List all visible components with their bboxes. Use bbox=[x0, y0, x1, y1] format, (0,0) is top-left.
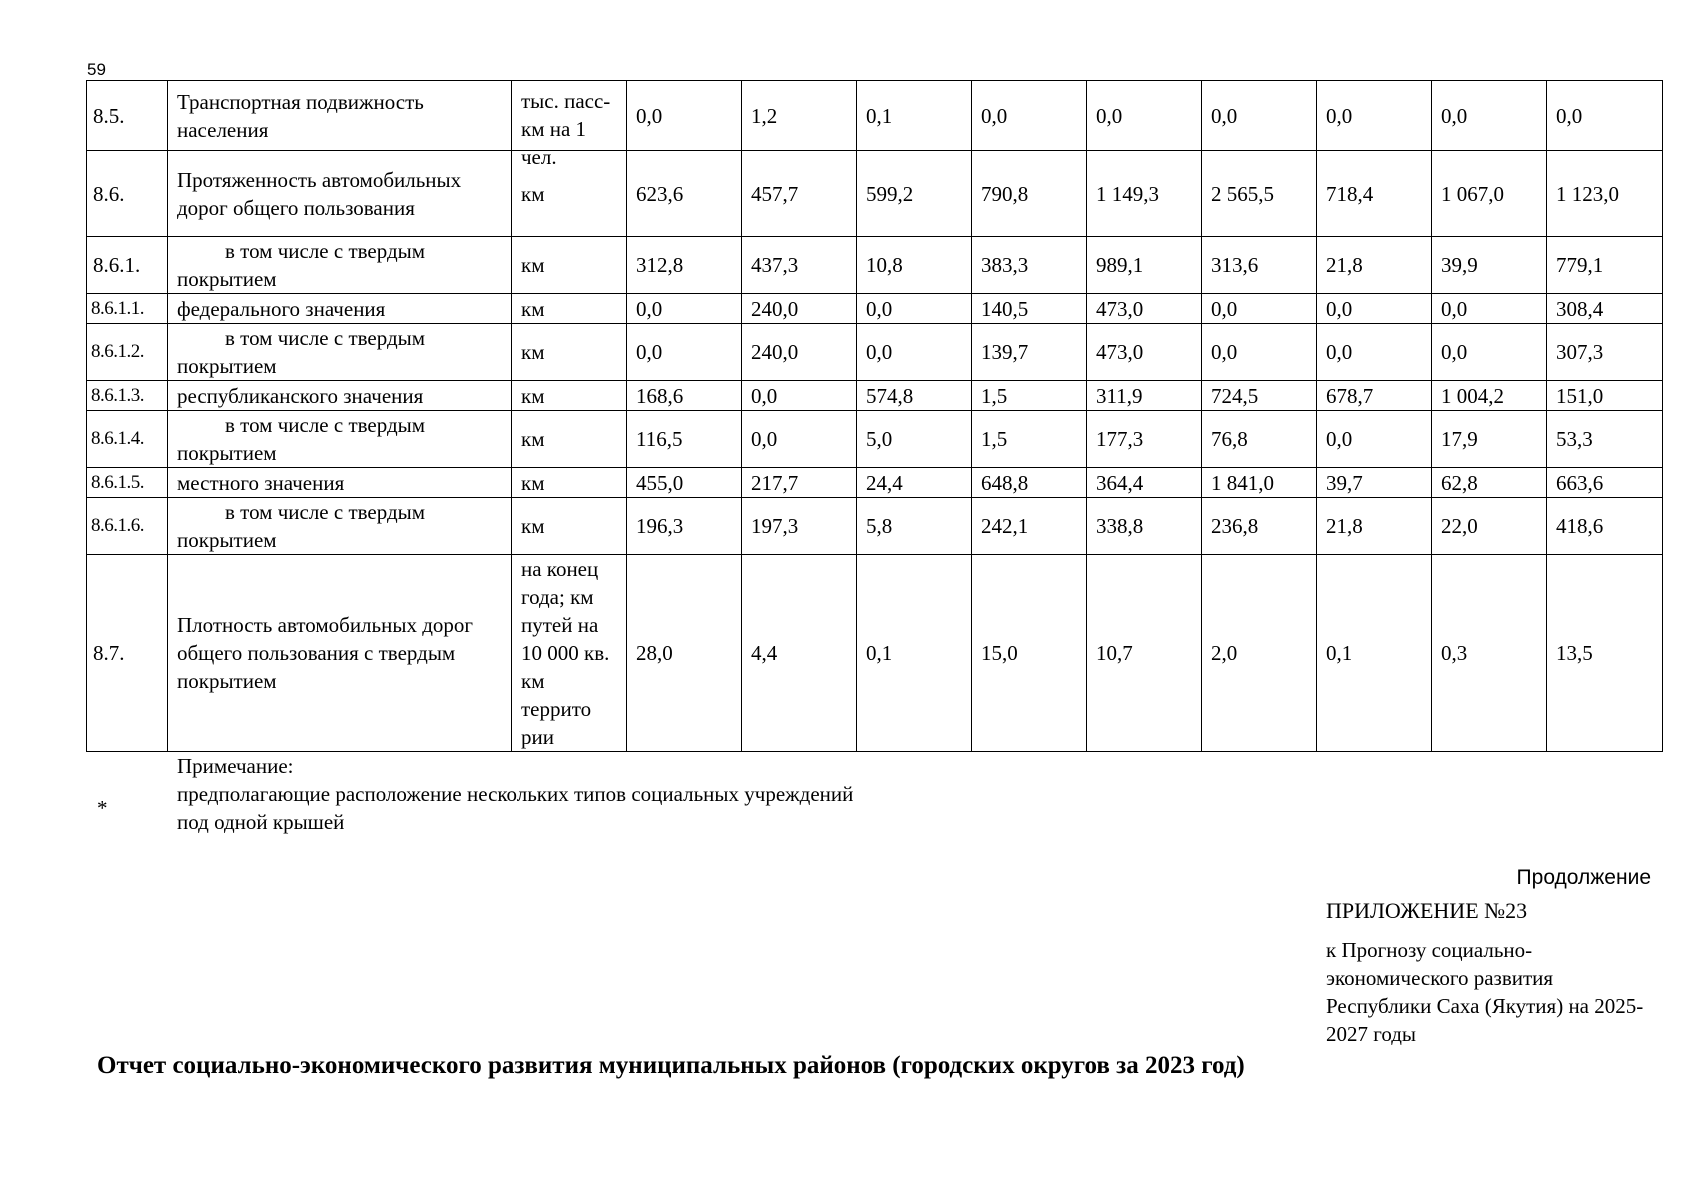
table-row bbox=[87, 381, 1663, 411]
row-value: 177,3 bbox=[1087, 411, 1202, 468]
table-row bbox=[87, 237, 1663, 294]
row-unit: на конец года; км путей на 10 000 кв. км террито рии bbox=[512, 555, 627, 752]
row-value: 437,3 bbox=[742, 237, 857, 294]
row-value: 1 123,0 bbox=[1547, 151, 1663, 237]
row-value: 2 565,5 bbox=[1202, 151, 1317, 237]
row-value: 718,4 bbox=[1317, 151, 1432, 237]
row-value: 0,1 bbox=[857, 81, 972, 151]
row-value: 4,4 bbox=[742, 555, 857, 752]
table-row bbox=[87, 151, 1663, 237]
row-unit bbox=[512, 81, 627, 169]
row-value: 0,0 bbox=[1317, 324, 1432, 381]
note-text: предполагающие расположение нескольких типов социальных учреждений под одной крышей bbox=[177, 782, 854, 834]
row-value: 790,8 bbox=[972, 151, 1087, 237]
row-unit: км bbox=[512, 468, 627, 498]
indicators-table bbox=[86, 80, 1663, 752]
row-value: 1 067,0 bbox=[1432, 151, 1547, 237]
row-unit: км bbox=[512, 498, 627, 555]
row-value: 473,0 bbox=[1087, 294, 1202, 324]
report-title: Отчет социально-экономического развития муниципальных районов (городских округов за 2023 год) bbox=[97, 1052, 1245, 1079]
row-value: 0,0 bbox=[742, 381, 857, 411]
table-row bbox=[87, 294, 1663, 324]
row-value: 15,0 bbox=[972, 555, 1087, 752]
row-value: 236,8 bbox=[1202, 498, 1317, 555]
row-value: 22,0 bbox=[1432, 498, 1547, 555]
row-value: 311,9 bbox=[1087, 381, 1202, 411]
row-code: 8.6. bbox=[87, 151, 168, 237]
row-indicator-name: федерального значения bbox=[168, 294, 512, 324]
row-indicator-name: Плотность автомобильных дорог общего пользования с твердым покрытием bbox=[168, 555, 512, 752]
row-indicator-name: республиканского значения bbox=[168, 381, 512, 411]
row-value: 473,0 bbox=[1087, 324, 1202, 381]
table-row bbox=[87, 81, 1663, 151]
row-value: 62,8 bbox=[1432, 468, 1547, 498]
note-star: * bbox=[97, 796, 108, 820]
row-value: 0,0 bbox=[1202, 324, 1317, 381]
row-value: 678,7 bbox=[1317, 381, 1432, 411]
row-code: 8.5. bbox=[87, 81, 168, 151]
row-value: 39,7 bbox=[1317, 468, 1432, 498]
row-indicator-name: Транспортная подвижность населения bbox=[168, 81, 512, 151]
row-value: 21,8 bbox=[1317, 237, 1432, 294]
table-row bbox=[87, 324, 1663, 381]
row-value: 242,1 bbox=[972, 498, 1087, 555]
appendix-subtitle: к Прогнозу социально-экономического развития Республики Саха (Якутия) на 2025-2027 годы bbox=[1326, 938, 1644, 1046]
table-body bbox=[87, 81, 1663, 752]
row-value: 0,0 bbox=[857, 324, 972, 381]
note-block bbox=[177, 752, 857, 836]
row-value: 0,0 bbox=[1087, 81, 1202, 151]
row-code: 8.6.1.5. bbox=[87, 468, 168, 498]
row-unit: км bbox=[512, 151, 627, 237]
row-code: 8.6.1.6. bbox=[87, 498, 168, 555]
page-number: 59 bbox=[87, 60, 106, 79]
row-value: 17,9 bbox=[1432, 411, 1547, 468]
row-value: 1 149,3 bbox=[1087, 151, 1202, 237]
row-unit: км bbox=[512, 294, 627, 324]
row-value: 1 841,0 bbox=[1202, 468, 1317, 498]
row-value: 0,0 bbox=[627, 81, 742, 151]
row-unit-text: тыс. пасс-км на 1 чел. bbox=[521, 88, 611, 169]
table-row bbox=[87, 468, 1663, 498]
row-value: 0,0 bbox=[1432, 294, 1547, 324]
row-value: 418,6 bbox=[1547, 498, 1663, 555]
note-label: Примечание: bbox=[177, 754, 294, 778]
row-value: 457,7 bbox=[742, 151, 857, 237]
row-value: 140,5 bbox=[972, 294, 1087, 324]
row-value: 2,0 bbox=[1202, 555, 1317, 752]
row-value: 648,8 bbox=[972, 468, 1087, 498]
row-value: 116,5 bbox=[627, 411, 742, 468]
row-value: 10,7 bbox=[1087, 555, 1202, 752]
row-indicator-name: Протяженность автомобильных дорог общего пользования bbox=[168, 151, 512, 237]
row-value: 383,3 bbox=[972, 237, 1087, 294]
row-value: 0,0 bbox=[742, 411, 857, 468]
appendix-title: ПРИЛОЖЕНИЕ №23 bbox=[1326, 898, 1528, 923]
row-value: 0,0 bbox=[1317, 294, 1432, 324]
row-value: 307,3 bbox=[1547, 324, 1663, 381]
row-indicator-name: в том числе с твердым покрытием bbox=[168, 324, 512, 381]
row-code: 8.6.1.3. bbox=[87, 381, 168, 411]
row-value: 779,1 bbox=[1547, 237, 1663, 294]
row-value: 10,8 bbox=[857, 237, 972, 294]
row-value: 0,0 bbox=[627, 294, 742, 324]
row-code: 8.6.1.1. bbox=[87, 294, 168, 324]
row-value: 0,0 bbox=[1202, 81, 1317, 151]
row-value: 197,3 bbox=[742, 498, 857, 555]
row-code: 8.6.1.2. bbox=[87, 324, 168, 381]
row-value: 24,4 bbox=[857, 468, 972, 498]
row-value: 724,5 bbox=[1202, 381, 1317, 411]
row-value: 0,3 bbox=[1432, 555, 1547, 752]
row-value: 21,8 bbox=[1317, 498, 1432, 555]
row-code: 8.6.1. bbox=[87, 237, 168, 294]
row-value: 168,6 bbox=[627, 381, 742, 411]
row-indicator-name: местного значения bbox=[168, 468, 512, 498]
continuation-label: Продолжение bbox=[1516, 866, 1651, 889]
row-value: 151,0 bbox=[1547, 381, 1663, 411]
row-value: 39,9 bbox=[1432, 237, 1547, 294]
row-value: 53,3 bbox=[1547, 411, 1663, 468]
row-value: 338,8 bbox=[1087, 498, 1202, 555]
row-code: 8.6.1.4. bbox=[87, 411, 168, 468]
row-indicator-name: в том числе с твердым покрытием bbox=[168, 498, 512, 555]
table-row bbox=[87, 498, 1663, 555]
row-value: 0,1 bbox=[857, 555, 972, 752]
row-value: 0,0 bbox=[1317, 411, 1432, 468]
row-value: 1,2 bbox=[742, 81, 857, 151]
row-value: 1,5 bbox=[972, 381, 1087, 411]
row-indicator-name: в том числе с твердым покрытием bbox=[168, 411, 512, 468]
row-value: 0,0 bbox=[627, 324, 742, 381]
row-value: 196,3 bbox=[627, 498, 742, 555]
row-value: 139,7 bbox=[972, 324, 1087, 381]
row-value: 313,6 bbox=[1202, 237, 1317, 294]
table-row bbox=[87, 555, 1663, 752]
row-value: 0,0 bbox=[1432, 324, 1547, 381]
row-value: 0,1 bbox=[1317, 555, 1432, 752]
row-value: 599,2 bbox=[857, 151, 972, 237]
row-value: 312,8 bbox=[627, 237, 742, 294]
row-code: 8.7. bbox=[87, 555, 168, 752]
row-value: 455,0 bbox=[627, 468, 742, 498]
row-value: 1,5 bbox=[972, 411, 1087, 468]
row-value: 989,1 bbox=[1087, 237, 1202, 294]
row-unit: км bbox=[512, 237, 627, 294]
row-value: 0,0 bbox=[1202, 294, 1317, 324]
row-unit: км bbox=[512, 324, 627, 381]
row-value: 0,0 bbox=[1317, 81, 1432, 151]
row-value: 5,8 bbox=[857, 498, 972, 555]
row-unit: км bbox=[512, 381, 627, 411]
row-value: 217,7 bbox=[742, 468, 857, 498]
table-row bbox=[87, 411, 1663, 468]
row-value: 76,8 bbox=[1202, 411, 1317, 468]
row-value: 623,6 bbox=[627, 151, 742, 237]
row-value: 0,0 bbox=[972, 81, 1087, 151]
row-unit: км bbox=[512, 411, 627, 468]
row-value: 28,0 bbox=[627, 555, 742, 752]
row-value: 308,4 bbox=[1547, 294, 1663, 324]
row-value: 240,0 bbox=[742, 294, 857, 324]
row-value: 5,0 bbox=[857, 411, 972, 468]
row-indicator-name: в том числе с твердым покрытием bbox=[168, 237, 512, 294]
row-value: 0,0 bbox=[1547, 81, 1663, 151]
row-value: 0,0 bbox=[857, 294, 972, 324]
row-value: 364,4 bbox=[1087, 468, 1202, 498]
row-value: 663,6 bbox=[1547, 468, 1663, 498]
row-value: 0,0 bbox=[1432, 81, 1547, 151]
row-value: 13,5 bbox=[1547, 555, 1663, 752]
row-value: 1 004,2 bbox=[1432, 381, 1547, 411]
row-value: 240,0 bbox=[742, 324, 857, 381]
row-value: 574,8 bbox=[857, 381, 972, 411]
